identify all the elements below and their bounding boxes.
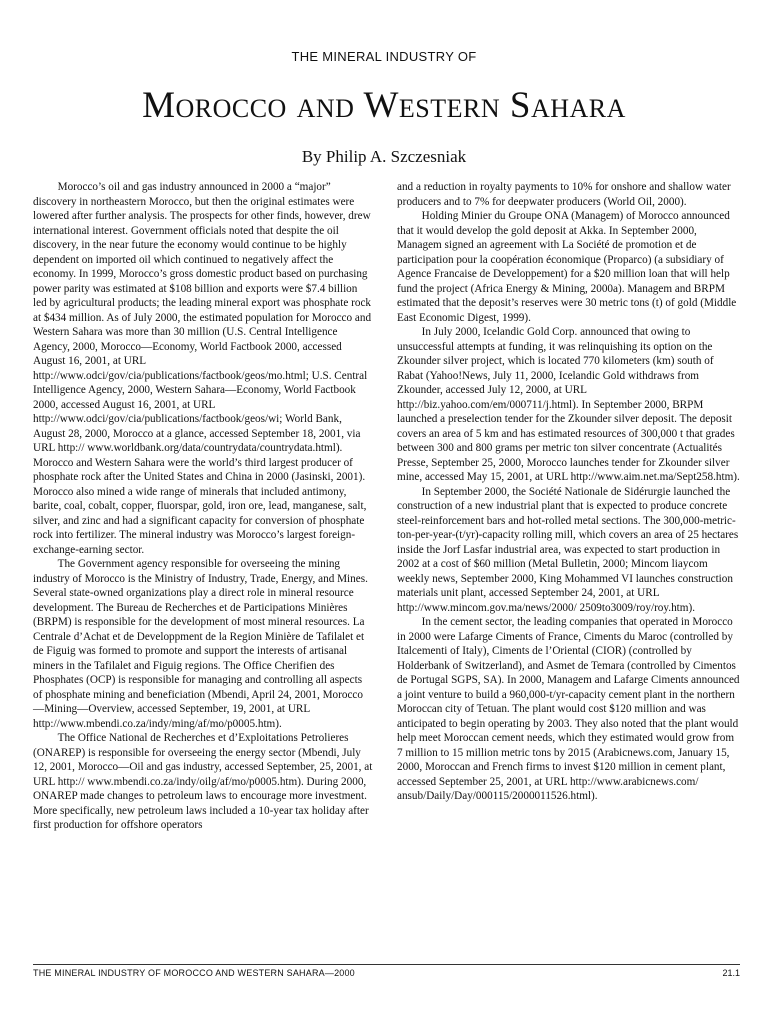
footer-divider [33,964,740,965]
paragraph: Holding Minier du Groupe ONA (Managem) of Morocco announced that it would develop the gold deposit at Akka. In September 2000, Managem signed an agreement with La Société de promotion et de participation pour la coopération économique (Proparco) (a subsidiary of Agence Francaise de Developpement) for a $20 million loan that will help fund the project (Africa Energy & Mining, 2000a). Managem and BRPM estimated that the deposit’s reserves were 30 metric tons (t) of gold (Middle East Economic Digest, 1999). [397,210,737,324]
paragraph: The Office National de Recherches et d’Exploitations Petrolieres (ONAREP) is responsible for overseeing the energy sector (Mbendi, July 12, 2001, Morocco—Oil and gas industry, accessed September, 25, 2001, at URL http:// www.mbendi.co.za/indy/oilg/af/mo/p0005.htm). During 2000, ONAREP made changes to petroleum laws to encourage more investment. More specifically, new petroleum laws included a 10-year tax holiday after first production for offshore operators [33,732,373,831]
left-text-column [33,180,373,831]
paragraph: and a reduction in royalty payments to 10% for onshore and shallow water producers and to 7% for deepwater producers (World Oil, 2000). [397,181,731,208]
paragraph: In September 2000, the Société Nationale de Sidérurgie launched the construction of a new industrial plant that is expected to produce concrete steel-reinforcement bars and hot-rolled metal sections. The 300,000-metric-ton-per-year-(t/yr)-capacity rolling mill, which covers an area of 25 hectares inside the Jorf Lasfar industrial area, was expected to start production in 2002 at a cost of $60 million (Metal Bulletin, 2000; Mincom liaycom weekly news, September 2000, King Mohammed VI launches construction materials unit plant, accessed September 24, 2001, at URL http://www.mincom.gov.ma/news/2000/ 2509to3009/roy/roy.htm). [397,485,739,614]
paragraph: Morocco’s oil and gas industry announced in 2000 a “major” discovery in northeastern Morocco, but then the original estimates were lowered after further analysis. The prospects for other finds, however, drew international interest. Government officials noted that despite the oil discovery, in the near future the economy would continue to be highly dependent on imported oil which continued to negatively affect the economy. In 1999, Morocco’s gross domestic product based on purchasing power parity was estimated at $108 billion and exports were $7.4 billion led by agricultural products; the leading mineral export was phosphate rock at $434 million. As of July 2000, the estimated population for Morocco and Western Sahara was more than 30 million (U.S. Central Intelligence Agency, 2000, Morocco—Economy, World Factbook 2000, accessed August 16, 2001, at URL http://www.odci/gov/cia/publications/factbook/geos/mo.html; U.S. Central Intelligence Agency, 2000, Western Sahara—Economy, World Factbook 2000, accessed August 16, 2001, at URL http://www.odci/gov/cia/publications/factbook/geos/wi; World Bank, August 28, 2000, Morocco at a glance, accessed September 18, 2001, via URL http:// www.worldbank.org/data/countrydata/countrydata.html). Morocco and Western Sahara were the world’s third largest producer of phosphate rock after the United States and China in 2000 (Jasinski, 2001). Morocco also mined a wide range of minerals that included antimony, barite, coal, cobalt, copper, fluorspar, gold, iron ore, lead, manganese, salt, silver, and zinc and had a significant capacity for conversion of phosphate rock into fertilizer. The mineral industry was Morocco’s largest foreign-exchange-earning sector. [33,181,372,556]
footer-running-title: THE MINERAL INDUSTRY OF MOROCCO AND WESTERN SAHARA—2000 [33,968,355,978]
footer-page-number: 21.1 [722,968,740,978]
series-title: THE MINERAL INDUSTRY OF [291,49,477,64]
paragraph: In July 2000, Icelandic Gold Corp. announced that owing to unsuccessful attempts at funding, it was relinquishing its option on the Zkounder silver project, which is located 770 kilometers (km) south of Rabat (Yahoo!News, July 11, 2000, Icelandic Gold withdraws from Zkounder, accessed July 12, 2000, at URL http://biz.yahoo.com/em/000711/j.html). In September 2000, BRPM launched a preselection tender for the Zkounder silver deposit. The deposit covers an area of 5 km and has estimated resources of 300,000 t that grades between 300 and 800 grams per metric ton silver concentrate (Actualités Presse, September 25, 2000, Morocco launches tender for Zkounder silver mine, accessed May 15, 2001, at URL http://www.aim.net.ma/Sept258.htm). [397,326,740,483]
paragraph: In the cement sector, the leading companies that operated in Morocco in 2000 were Lafarge Ciments of France, Ciments du Maroc (controlled by Italcementi of Italy), Ciments de l’Oriental (CIOR) (controlled by Holderbank of Switzerland), and Asmet de Temara (controlled by Cimentos de Portugal SGPS, SA). In 2000, Managem and Lafarge Ciments announced a joint venture to build a 960,000-t/yr-capacity cement plant in the northern Moroccan city of Tetuan. The plant would cost $120 million and was anticipated to begin operating by 2003. They also noted that the plant would help meet Moroccan cement needs, which they estimated would grow from 7 million to 15 million metric tons by 2015 (Arabicnews.com, January 15, 2000, Moroccan and French firms to invest $120 million in cement plant, accessed September 25, 2001, at URL http://www.arabicnews.com/ ansub/Daily/Day/000115/2000011526.html). [397,616,740,802]
right-text-column [397,180,740,802]
paragraph: The Government agency responsible for overseeing the mining industry of Morocco is the Ministry of Industry, Trade, Energy, and Mines. Several state-owned organizations play a direct role in mineral resource development. The Bureau de Recherches et de Participations Minières (BRPM) is responsible for the development of most mineral resources. La Centrale d’Achat et de Developpment de la Region Minière de Tafilalet et de Figuig was formed to promote and support the interests of artisanal miners in the Tafilalet and Figuig regions. The Office Cherifien des Phosphates (OCP) is responsible for managing and controlling all aspects of phosphate mining and beneficiation (Mbendi, April 24, 2001, Morocco—Mining—Overview, accessed September, 19, 2001, at URL http://www.mbendi.co.za/indy/ming/af/mo/p0005.htm). [33,558,368,730]
page-title: Morocco and Western Sahara [142,85,626,126]
author-byline: By Philip A. Szczesniak [301,147,467,166]
